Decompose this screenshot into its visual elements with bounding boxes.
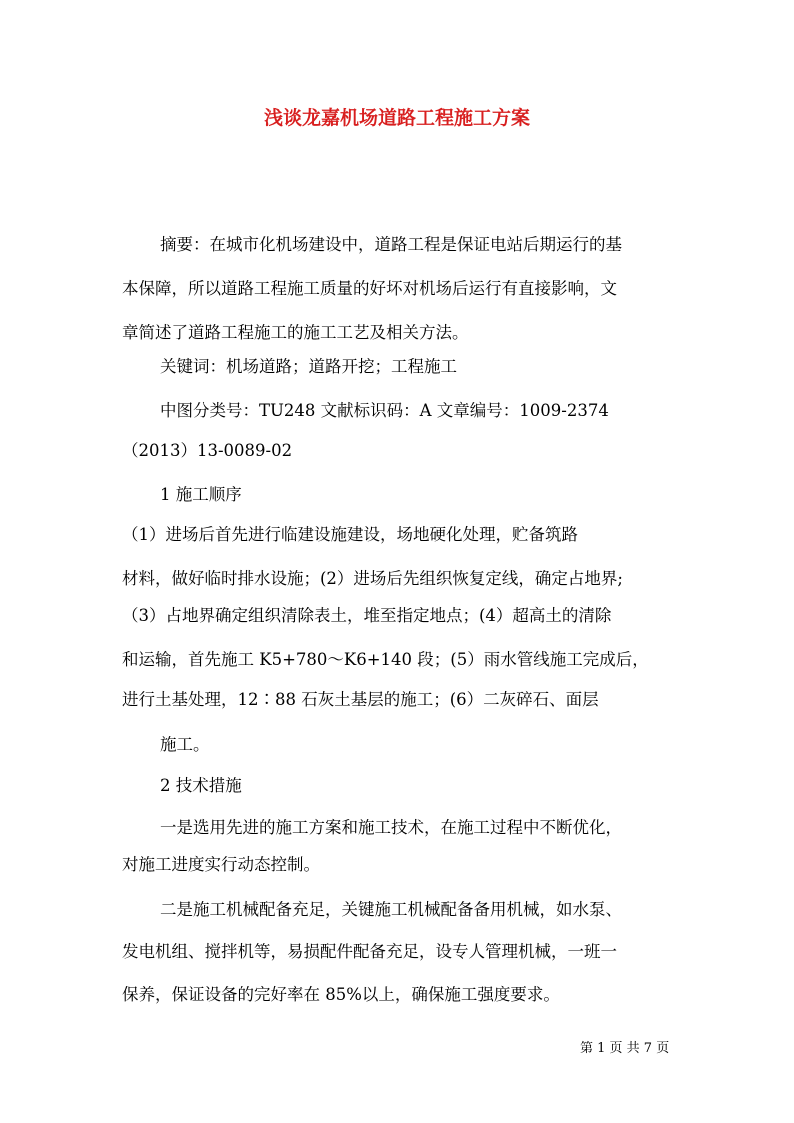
section1-line: 进行土基处理，12∶88 石灰土基层的施工；(6）二灰碎石、面层 — [122, 690, 599, 709]
section1-line: 材料，做好临时排水设施；(2）进场后先组织恢复定线，确定占地界; — [122, 569, 623, 588]
abstract-line: 章简述了道路工程施工的施工工艺及相关方法。 — [122, 323, 469, 342]
section1-line: 施工。 — [160, 735, 210, 754]
classification-line: （2013）13-0089-02 — [122, 441, 293, 460]
abstract-line: 摘要：在城市化机场建设中，道路工程是保证电站后期运行的基 — [160, 235, 622, 254]
section2-line: 一是选用先进的施工方案和施工技术，在施工过程中不断优化， — [160, 818, 622, 837]
section1-line: （3）占地界确定组织清除表土，堆至指定地点；(4）超高土的清除 — [122, 606, 612, 625]
section1-line: （1）进场后首先进行临建设施建设，场地硬化处理，贮备筑路 — [122, 525, 578, 544]
classification-line: 中图分类号：TU248 文献标识码：A 文章编号：1009-2374 — [160, 401, 609, 420]
section2-heading: 2 技术措施 — [160, 776, 242, 795]
abstract-line: 本保障，所以道路工程施工质量的好坏对机场后运行有直接影响，文 — [122, 279, 617, 298]
section2-line: 发电机组、搅拌机等，易损配件配备充足，设专人管理机械，一班一 — [122, 942, 617, 961]
section1-line: 和运输，首先施工 K5+780～K6+140 段；(5）雨水管线施工完成后， — [122, 650, 649, 669]
section1-heading: 1 施工顺序 — [160, 485, 242, 504]
section2-line: 二是施工机械配备充足，关键施工机械配备备用机械，如水泵、 — [160, 900, 622, 919]
section2-line: 对施工进度实行动态控制。 — [122, 855, 320, 874]
document-title: 浅谈龙嘉机场道路工程施工方案 — [263, 107, 530, 129]
keywords-line: 关键词：机场道路；道路开挖；工程施工 — [160, 357, 457, 376]
section2-line: 保养，保证设备的完好率在 85%以上，确保施工强度要求。 — [122, 985, 560, 1004]
page-number: 第 1 页 共 7 页 — [580, 1041, 670, 1056]
